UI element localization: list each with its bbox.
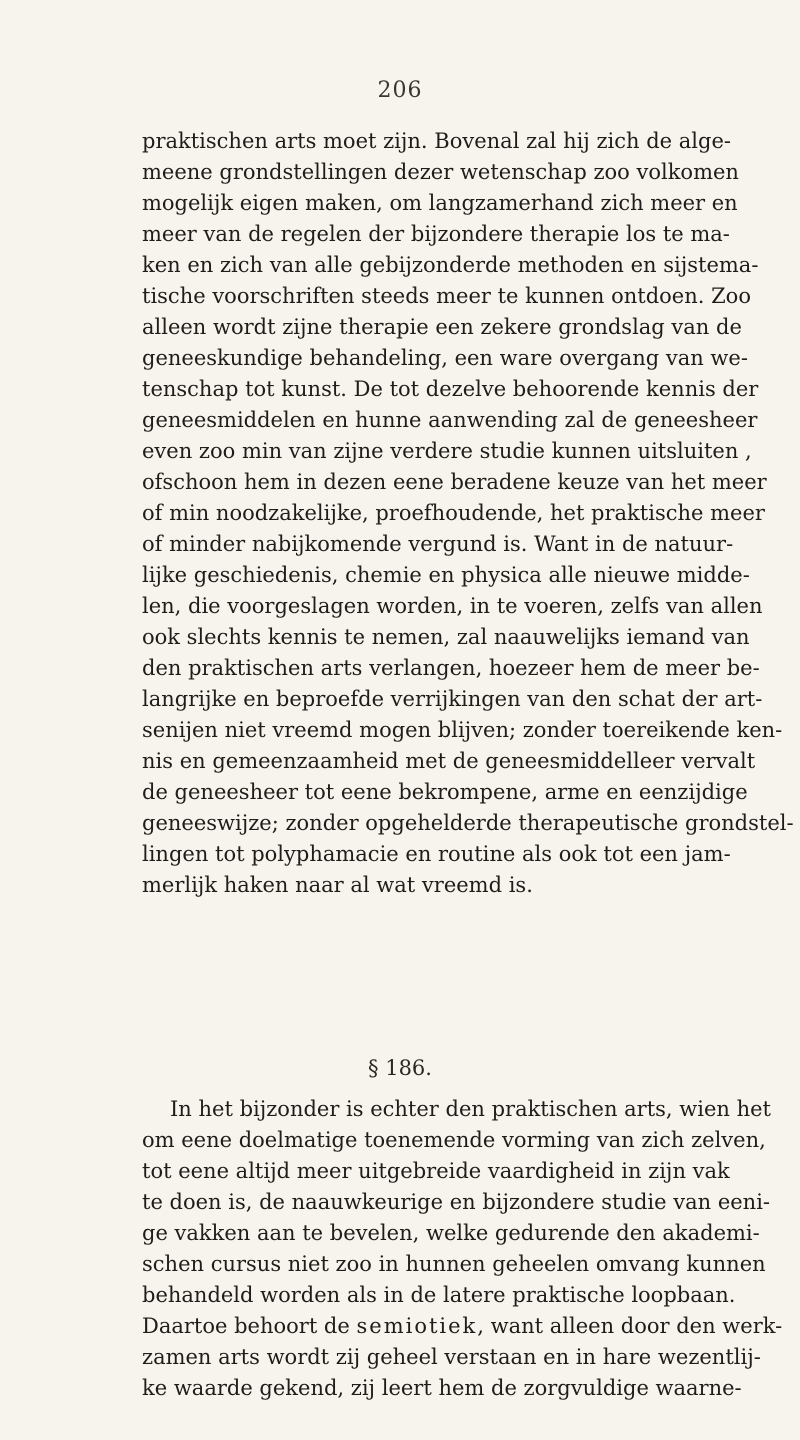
text-line: geneesmiddelen en hunne aanwending zal de geneesheer (142, 408, 758, 432)
text-line: len, die voorgeslagen worden, in te voeren, zelfs van allen (142, 594, 763, 618)
text-line: ofschoon hem in dezen eene beradene keuze van het meer (142, 470, 767, 494)
text-line: even zoo min van zijne verdere studie kunnen uitsluiten , (142, 439, 752, 463)
paragraph-section (142, 1094, 783, 1404)
text-line: tenschap tot kunst. De tot dezelve behoorende kennis der (142, 377, 759, 401)
text-line: behandeld worden als in de latere praktische loopbaan. (142, 1283, 736, 1307)
text-line: ook slechts kennis te nemen, zal naauwelijks iemand van (142, 625, 750, 649)
text-line: mogelijk eigen maken, om langzamerhand zich meer en (142, 191, 738, 215)
emphasis-term: semiotiek (356, 1314, 478, 1338)
section-heading: § 186. (368, 1056, 432, 1080)
paragraph-main (142, 126, 794, 901)
text-line: nis en gemeenzaamheid met de geneesmiddelleer vervalt (142, 749, 756, 773)
text-line: tot eene altijd meer uitgebreide vaardigheid in zijn vak (142, 1159, 730, 1183)
text-line: of minder nabijkomende vergund is. Want in de natuur- (142, 532, 734, 556)
text-line: tische voorschriften steeds meer te kunnen ontdoen. Zoo (142, 284, 751, 308)
text-line: praktischen arts moet zijn. Bovenal zal hij zich de alge- (142, 129, 731, 153)
text-line: alleen wordt zijne therapie een zekere grondslag van de (142, 315, 742, 339)
text-line: geneeswijze; zonder opgehelderde therapeutische grondstel- (142, 811, 794, 835)
text-line: ke waarde gekend, zij leert hem de zorgvuldige waarne- (142, 1376, 742, 1400)
text-line: merlijk haken naar al wat vreemd is. (142, 873, 533, 897)
text-line-emphasis (142, 1311, 783, 1342)
text-line: of min noodzakelijke, proefhoudende, het praktische meer (142, 501, 765, 525)
text-line: schen cursus niet zoo in hunnen geheelen omvang kunnen (142, 1252, 766, 1276)
text-line: om eene doelmatige toenemende vorming van zich zelven, (142, 1128, 766, 1152)
text-line: ken en zich van alle gebijzonderde methoden en sijstema- (142, 253, 759, 277)
page-number: 206 (377, 78, 423, 103)
text-line: geneeskundige behandeling, een ware overgang van we- (142, 346, 748, 370)
text-line: ge vakken aan te bevelen, welke gedurende den akademi- (142, 1221, 760, 1245)
text-line: In het bijzonder is echter den praktischen arts, wien het (170, 1097, 771, 1121)
text-line: lijke geschiedenis, chemie en physica alle nieuwe midde- (142, 563, 750, 587)
text-line: zamen arts wordt zij geheel verstaan en in hare wezentlij- (142, 1345, 761, 1369)
text-line: langrijke en beproefde verrijkingen van den schat der art- (142, 687, 763, 711)
text-line: meene grondstellingen dezer wetenschap zoo volkomen (142, 160, 739, 184)
text-line: senijen niet vreemd mogen blijven; zonder toereikende ken- (142, 718, 783, 742)
text-before: Daartoe behoort de (142, 1314, 357, 1338)
text-line: den praktischen arts verlangen, hoezeer hem de meer be- (142, 656, 760, 680)
text-line: lingen tot polyphamacie en routine als ook tot een jam- (142, 842, 731, 866)
text-line: de geneesheer tot eene bekrompene, arme en eenzijdige (142, 780, 748, 804)
text-line: te doen is, de naauwkeurige en bijzondere studie van eeni- (142, 1190, 771, 1214)
text-line: meer van de regelen der bijzondere therapie los te ma- (142, 222, 730, 246)
text-after: , want alleen door den werk- (477, 1314, 783, 1338)
